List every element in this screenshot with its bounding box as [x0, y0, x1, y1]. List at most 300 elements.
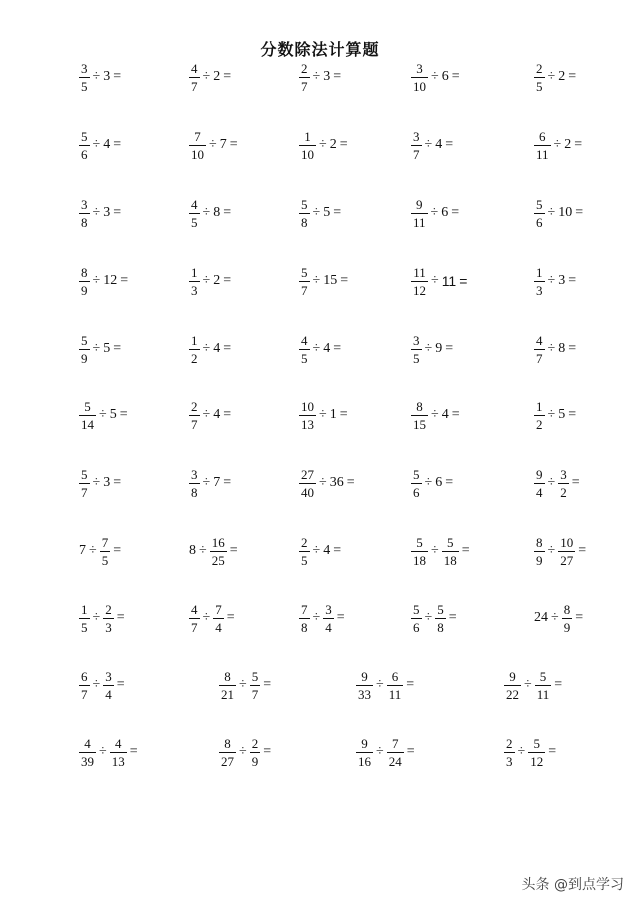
- denominator: 11: [388, 686, 402, 702]
- divide-sign: ÷: [312, 543, 321, 558]
- fraction: [534, 198, 545, 229]
- equals-sign: =: [568, 341, 577, 356]
- fraction: [299, 198, 310, 229]
- division-problem: [188, 598, 237, 638]
- fraction: [189, 198, 200, 229]
- fraction: [189, 130, 206, 161]
- division-problem: [533, 395, 578, 435]
- division-problem: [298, 125, 350, 165]
- denominator: 18: [413, 552, 426, 568]
- numerator: 3: [81, 196, 88, 212]
- whole-number: 5: [558, 407, 566, 422]
- denominator: 8: [301, 214, 308, 230]
- numerator: 5: [533, 735, 540, 751]
- fraction: [411, 266, 428, 297]
- equals-sign: =: [229, 137, 238, 152]
- fraction: [411, 603, 422, 634]
- division-problem: [188, 531, 240, 571]
- numerator: 5: [446, 534, 454, 550]
- division-problem: [410, 193, 461, 233]
- whole-number: 6: [435, 475, 443, 490]
- division-problem: [410, 261, 469, 301]
- whole-number: 9: [435, 341, 443, 356]
- numerator: 1: [536, 398, 543, 414]
- equals-sign: =: [113, 69, 122, 84]
- fraction: [504, 737, 515, 768]
- division-problem: [533, 598, 585, 638]
- numerator: 5: [301, 264, 308, 280]
- equals-sign: =: [113, 341, 122, 356]
- divide-sign: ÷: [239, 744, 247, 759]
- division-problem: [78, 463, 123, 503]
- divide-sign: ÷: [99, 744, 107, 759]
- divide-sign: ÷: [92, 273, 101, 288]
- numerator: 5: [84, 398, 91, 414]
- denominator: 39: [81, 753, 94, 769]
- whole-number: 12: [103, 273, 118, 288]
- equals-sign: =: [333, 341, 342, 356]
- denominator: 2: [536, 416, 543, 432]
- numerator: 6: [391, 668, 399, 684]
- whole-number: 6: [441, 205, 449, 220]
- equals-sign: =: [339, 407, 348, 422]
- equals-sign: =: [568, 407, 577, 422]
- fraction: [79, 130, 90, 161]
- whole-number: 4: [441, 407, 449, 422]
- denominator: 21: [221, 686, 234, 702]
- numerator: 5: [413, 466, 420, 482]
- divide-sign: ÷: [312, 69, 321, 84]
- denominator: 5: [81, 78, 88, 94]
- denominator: 3: [506, 753, 513, 769]
- fraction: [534, 130, 551, 161]
- denominator: 12: [530, 753, 544, 769]
- denominator: 33: [358, 686, 371, 702]
- equals-sign: =: [461, 543, 470, 558]
- numerator: 2: [191, 398, 198, 414]
- division-problem: [298, 463, 357, 503]
- numerator: 3: [81, 60, 88, 76]
- whole-number: 15: [323, 273, 338, 288]
- whole-number: 4: [323, 543, 331, 558]
- numerator: 5: [539, 668, 547, 684]
- division-problem: [533, 193, 585, 233]
- numerator: 9: [416, 196, 423, 212]
- equals-sign: =: [568, 273, 577, 288]
- fraction: [504, 670, 521, 701]
- equals-sign: =: [445, 341, 454, 356]
- fraction: [411, 536, 428, 567]
- divide-sign: ÷: [547, 341, 556, 356]
- numerator: 4: [191, 601, 198, 617]
- divide-sign: ÷: [547, 543, 556, 558]
- denominator: 3: [105, 619, 112, 635]
- whole-number: 2: [558, 69, 566, 84]
- numerator: 16: [211, 534, 225, 550]
- fraction: [534, 334, 545, 365]
- fraction: [189, 62, 200, 93]
- fraction: [299, 468, 316, 499]
- division-problem: [218, 665, 273, 705]
- division-problem: [355, 732, 417, 772]
- denominator: 11: [536, 146, 549, 162]
- numerator: 3: [325, 601, 332, 617]
- divide-sign: ÷: [319, 475, 327, 490]
- fraction: [79, 737, 96, 768]
- numerator: 5: [416, 534, 423, 550]
- denominator: 40: [301, 484, 314, 500]
- denominator: 7: [81, 686, 88, 702]
- denominator: 11: [413, 214, 426, 230]
- divide-sign: ÷: [202, 273, 211, 288]
- divide-sign: ÷: [202, 69, 211, 84]
- division-problem: [78, 531, 123, 571]
- denominator: 22: [506, 686, 519, 702]
- numerator: 8: [536, 534, 543, 550]
- numerator: 2: [251, 735, 259, 751]
- fraction: [79, 334, 90, 365]
- divide-sign: ÷: [92, 677, 101, 692]
- divide-sign: ÷: [239, 677, 247, 692]
- numerator: 4: [84, 735, 91, 751]
- numerator: 7: [391, 735, 399, 751]
- divide-sign: ÷: [431, 543, 439, 558]
- whole-number: 3: [103, 205, 111, 220]
- numerator: 6: [539, 128, 546, 144]
- whole-number: 7: [79, 543, 86, 558]
- numerator: 7: [194, 128, 201, 144]
- equals-sign: =: [575, 205, 584, 220]
- fraction: [323, 603, 334, 634]
- whole-number: 5: [323, 205, 331, 220]
- whole-number: 4: [323, 341, 331, 356]
- numerator: 7: [101, 534, 109, 550]
- whole-number: 3: [103, 69, 111, 84]
- fraction: [299, 266, 310, 297]
- division-problem: [188, 329, 233, 369]
- division-problem: [78, 329, 123, 369]
- denominator: 9: [251, 753, 259, 769]
- fraction: [189, 400, 200, 431]
- numerator: 3: [413, 128, 420, 144]
- equals-sign: =: [223, 407, 232, 422]
- equals-sign: =: [406, 744, 415, 759]
- division-problem: [78, 665, 127, 705]
- fraction: [299, 62, 310, 93]
- numerator: 1: [304, 128, 311, 144]
- fraction: [411, 198, 428, 229]
- divide-sign: ÷: [376, 677, 384, 692]
- numerator: 1: [536, 264, 543, 280]
- divide-sign: ÷: [547, 273, 556, 288]
- divide-sign: ÷: [92, 137, 101, 152]
- numerator: 8: [224, 735, 231, 751]
- denominator: 8: [437, 619, 444, 635]
- numerator: 5: [437, 601, 444, 617]
- numerator: 4: [301, 332, 308, 348]
- division-problem: [533, 57, 578, 97]
- divide-sign: ÷: [524, 677, 532, 692]
- fraction: [103, 670, 114, 701]
- whole-number: 7: [213, 475, 221, 490]
- fraction: [189, 334, 200, 365]
- denominator: 2: [191, 350, 198, 366]
- divide-sign: ÷: [319, 407, 327, 422]
- whole-number: 10: [558, 205, 573, 220]
- divide-sign: ÷: [92, 205, 101, 220]
- whole-number: 2: [213, 69, 221, 84]
- divide-sign: ÷: [431, 407, 439, 422]
- numerator: 3: [416, 60, 423, 76]
- numerator: 9: [509, 668, 516, 684]
- equals-sign: =: [445, 475, 454, 490]
- numerator: 5: [251, 668, 259, 684]
- division-problem: [78, 395, 130, 435]
- fraction: [411, 400, 428, 431]
- division-problem: [410, 57, 462, 97]
- equals-sign: =: [339, 137, 348, 152]
- numerator: 5: [413, 601, 420, 617]
- equals-sign: =: [554, 677, 563, 692]
- fraction: [528, 737, 545, 768]
- divide-sign: ÷: [209, 137, 217, 152]
- divide-sign: ÷: [92, 69, 101, 84]
- whole-number: 4: [435, 137, 443, 152]
- numerator: 2: [536, 60, 543, 76]
- fraction: [534, 400, 545, 431]
- whole-number: 5: [103, 341, 111, 356]
- division-problem: [78, 193, 123, 233]
- divide-sign: ÷: [553, 137, 562, 152]
- denominator: 7: [191, 416, 198, 432]
- division-problem: [188, 463, 233, 503]
- division-problem: [533, 463, 582, 503]
- equals-sign: =: [113, 543, 122, 558]
- fraction: [210, 536, 227, 567]
- divide-sign: ÷: [312, 273, 321, 288]
- division-problem: [298, 598, 347, 638]
- divide-sign: ÷: [89, 543, 97, 558]
- equals-sign: =: [113, 205, 122, 220]
- denominator: 5: [191, 214, 198, 230]
- equals-sign: =: [120, 273, 129, 288]
- numerator: 7: [301, 601, 308, 617]
- equals-sign: =: [223, 205, 232, 220]
- numerator: 10: [301, 398, 314, 414]
- fraction: [110, 737, 127, 768]
- equals-sign: =: [223, 341, 232, 356]
- denominator: 12: [413, 282, 426, 298]
- divide-sign: ÷: [431, 273, 439, 288]
- fraction: [356, 737, 373, 768]
- denominator: 3: [536, 282, 543, 298]
- division-problem: [410, 598, 459, 638]
- numerator: 8: [81, 264, 88, 280]
- divide-sign: ÷: [202, 341, 211, 356]
- fraction: [411, 468, 422, 499]
- fraction: [299, 334, 310, 365]
- divide-sign: ÷: [431, 69, 439, 84]
- numerator: 7: [215, 601, 222, 617]
- denominator: 15: [413, 416, 426, 432]
- whole-number: 8: [189, 543, 196, 558]
- denominator: 24: [388, 753, 402, 769]
- numerator: 2: [301, 534, 308, 550]
- fraction: [535, 670, 552, 701]
- numerator: 9: [361, 668, 368, 684]
- denominator: 7: [81, 484, 88, 500]
- division-problem: [410, 463, 455, 503]
- fraction: [534, 468, 545, 499]
- denominator: 2: [560, 484, 567, 500]
- numerator: 27: [301, 466, 314, 482]
- equals-sign: =: [445, 137, 454, 152]
- denominator: 5: [301, 552, 308, 568]
- fraction: [411, 130, 422, 161]
- divide-sign: ÷: [312, 205, 321, 220]
- fraction: [387, 737, 404, 768]
- denominator: 8: [191, 484, 198, 500]
- denominator: 7: [251, 686, 259, 702]
- equals-sign: =: [451, 69, 460, 84]
- denominator: 8: [81, 214, 88, 230]
- problem-row: [0, 732, 640, 772]
- denominator: 7: [413, 146, 420, 162]
- fraction: [79, 62, 90, 93]
- whole-number: 7: [219, 137, 227, 152]
- problem-row: [0, 598, 640, 638]
- divide-sign: ÷: [312, 610, 321, 625]
- division-problem: [218, 732, 273, 772]
- division-problem: [355, 665, 416, 705]
- numerator: 11: [413, 264, 426, 280]
- divide-sign: ÷: [547, 407, 556, 422]
- fraction: [442, 536, 459, 567]
- numerator: 1: [191, 264, 198, 280]
- fraction: [534, 266, 545, 297]
- whole-number: 2: [564, 137, 572, 152]
- problem-row: [0, 395, 640, 435]
- numerator: 1: [191, 332, 198, 348]
- fraction: [250, 670, 261, 701]
- division-problem: [78, 598, 127, 638]
- equals-sign: =: [333, 69, 342, 84]
- equals-sign: =: [116, 610, 125, 625]
- equals-sign: =: [406, 677, 415, 692]
- fraction: [356, 670, 373, 701]
- divide-sign: ÷: [202, 205, 211, 220]
- equals-sign: =: [568, 69, 577, 84]
- numerator: 5: [81, 332, 88, 348]
- equals-sign: =: [574, 137, 583, 152]
- numerator: 6: [81, 668, 88, 684]
- denominator: 5: [101, 552, 109, 568]
- equals-sign: =: [451, 407, 460, 422]
- division-problem: [410, 395, 462, 435]
- problem-row: [0, 531, 640, 571]
- problem-row: [0, 193, 640, 233]
- division-problem: [298, 531, 343, 571]
- equals-sign: =: [578, 543, 587, 558]
- equals-sign: =: [263, 677, 272, 692]
- problem-row: [0, 329, 640, 369]
- numerator: 4: [191, 60, 198, 76]
- fraction: [558, 468, 569, 499]
- equals-sign: =: [571, 475, 580, 490]
- divide-sign: ÷: [202, 475, 211, 490]
- fraction: [435, 603, 446, 634]
- whole-number: 4: [103, 137, 111, 152]
- division-problem: [298, 193, 343, 233]
- whole-number: 6: [441, 69, 449, 84]
- divide-sign: ÷: [551, 610, 559, 625]
- fraction: [103, 603, 114, 634]
- whole-number: 11: [441, 273, 457, 289]
- division-problem: [78, 125, 123, 165]
- denominator: 5: [301, 350, 308, 366]
- fraction: [189, 603, 200, 634]
- equals-sign: =: [113, 475, 122, 490]
- divide-sign: ÷: [424, 610, 433, 625]
- fraction: [250, 737, 261, 768]
- equals-sign: =: [333, 205, 342, 220]
- denominator: 6: [81, 146, 88, 162]
- equals-sign: =: [336, 610, 345, 625]
- page-title: 分数除法计算题: [260, 40, 380, 59]
- denominator: 9: [536, 552, 543, 568]
- division-problem: [298, 57, 343, 97]
- divide-sign: ÷: [517, 744, 526, 759]
- equals-sign: =: [119, 407, 128, 422]
- divide-sign: ÷: [547, 475, 556, 490]
- fraction: [411, 62, 428, 93]
- numerator: 3: [105, 668, 112, 684]
- numerator: 9: [536, 466, 543, 482]
- numerator: 10: [560, 534, 574, 550]
- numerator: 3: [191, 466, 198, 482]
- fraction: [189, 468, 200, 499]
- division-problem: [533, 329, 578, 369]
- denominator: 13: [301, 416, 314, 432]
- equals-sign: =: [226, 610, 235, 625]
- divide-sign: ÷: [319, 137, 327, 152]
- equals-sign: =: [223, 273, 232, 288]
- fraction: [213, 603, 224, 634]
- equals-sign: =: [548, 744, 557, 759]
- denominator: 5: [413, 350, 420, 366]
- division-problem: [298, 261, 350, 301]
- equals-sign: =: [451, 205, 460, 220]
- denominator: 11: [536, 686, 550, 702]
- equals-sign: =: [459, 273, 468, 289]
- division-problem: [78, 732, 140, 772]
- numerator: 9: [361, 735, 368, 751]
- divide-sign: ÷: [376, 744, 384, 759]
- whole-number: 2: [213, 273, 221, 288]
- fraction: [189, 266, 200, 297]
- denominator: 3: [191, 282, 198, 298]
- divide-sign: ÷: [202, 407, 211, 422]
- divide-sign: ÷: [99, 407, 107, 422]
- divide-sign: ÷: [92, 610, 101, 625]
- division-problem: [298, 395, 350, 435]
- divide-sign: ÷: [547, 69, 556, 84]
- numerator: 5: [301, 196, 308, 212]
- numerator: 5: [536, 196, 543, 212]
- numerator: 8: [563, 601, 571, 617]
- divide-sign: ÷: [430, 205, 439, 220]
- divide-sign: ÷: [202, 610, 211, 625]
